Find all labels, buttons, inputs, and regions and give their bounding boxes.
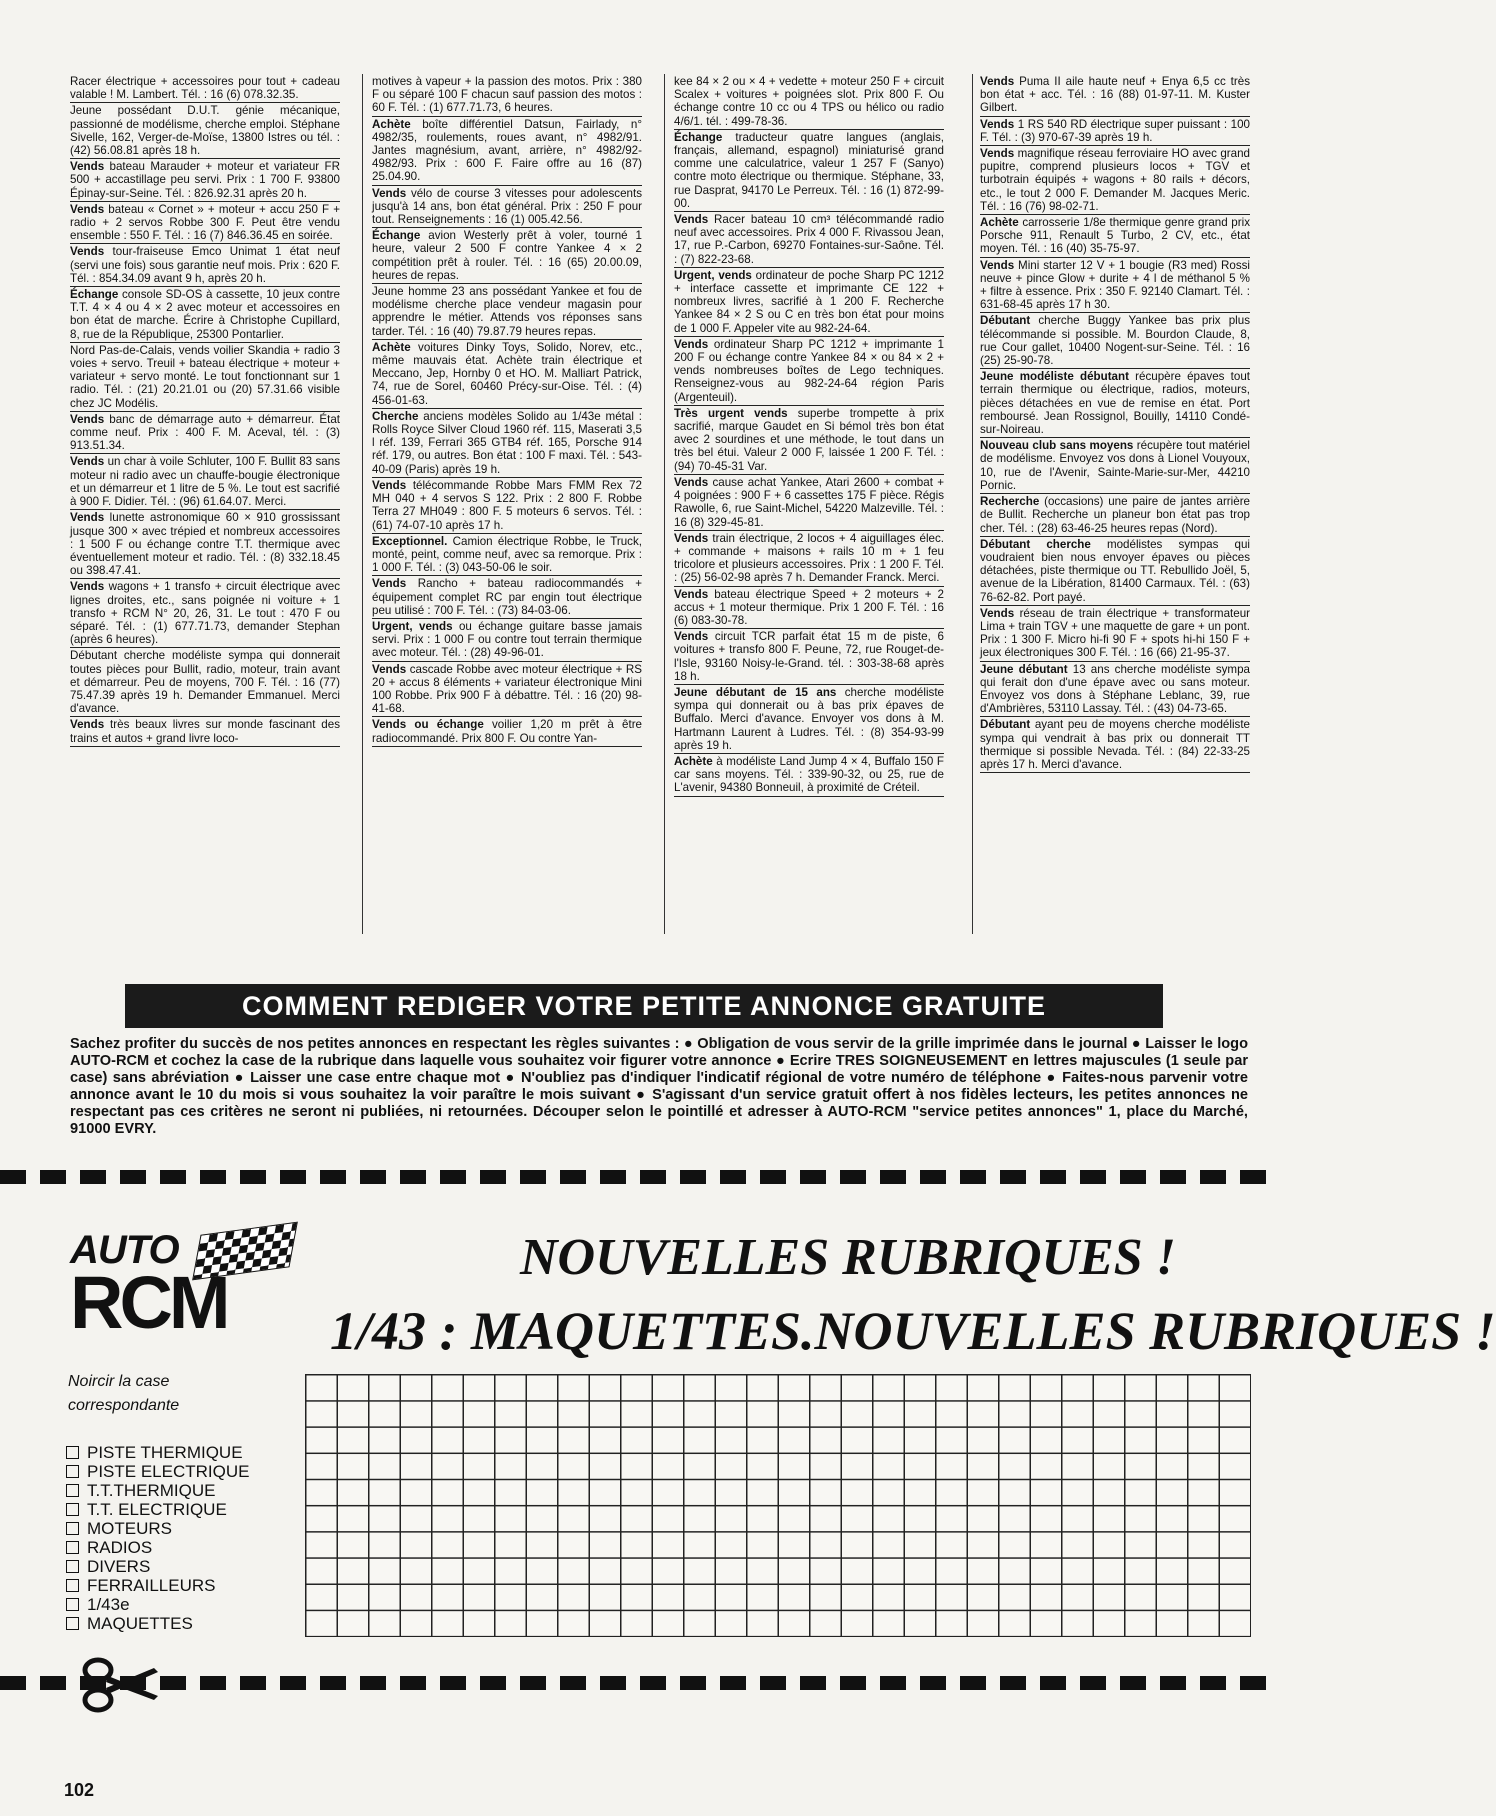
ad-text: cause achat Yankee, Atari 2600 + combat + 4 poignées : 900 F + 6 cassettes 175 F pièce. Régis Rawolle, 6, rue Saint-Michel, 54220 Malzeville. Tél. : 16 (8) 329-45-81. — [674, 475, 944, 529]
category-option[interactable] — [66, 1614, 249, 1633]
classified-ad — [980, 146, 1250, 215]
ad-keyword: Jeune modéliste débutant — [980, 370, 1129, 384]
classified-ad — [70, 159, 340, 202]
classified-ad — [980, 313, 1250, 369]
ad-text: lunette astronomique 60 × 910 grossissant jusque 300 × avec trépied et nombreux accessoires : 1 500 F ou échange contre T.T. thermique avec éventuellement moteur et radio. Tél. : (8) 332.18.45 ou 398.47.41. — [70, 511, 340, 578]
classified-ad — [674, 475, 944, 531]
ad-keyword: Échange — [674, 130, 723, 144]
logo-rcm-text: RCM — [70, 1261, 227, 1344]
checkbox[interactable] — [66, 1465, 79, 1478]
ad-text: à modéliste Land Jump 4 × 4, Buffalo 150 F car sans moyens. Tél. : 339-90-32, ou 25, rue de L'avenir, 94380 Bonneuil, à proximité de Créteil. — [674, 754, 944, 795]
ad-text: modélistes sympas qui voudraient bien nous envoyer épaves ou pièces détachées, piste thermique ou TT. Rebullido Joël, 5, avenue de la Libération, 81400 Carmaux. Tél. : (63) 76-62-82. Port payé. — [980, 537, 1250, 604]
ad-keyword: Vends — [70, 580, 105, 594]
ad-text: boîte différentiel Datsun, Fairlady, n° 4982/35, roulements, roues avant, n° 4982/91. Jantes magnésium, avant, arrière, n° 4982/92-4982/93. Prix : 600 F. Faire offre au 16 (87) 25.04.90. — [372, 117, 642, 184]
ad-text: un char à voile Schluter, 100 F. Bullit 83 sans moteur ni radio avec un chauffe-bougie électronique et un démarreur et 1 litre de 5 %. Le tout est sacrifié à 900 F. Didier. Tél. : (96) 61.64.07. Merci. — [70, 455, 340, 509]
classified-ad — [674, 531, 944, 587]
classified-ad — [674, 629, 944, 685]
ad-text: avion Westerly prêt à voler, tourné 1 heure, valeur 2 500 F contre Yankee 4 × 2 compétition prêt à rouler. Tél. : 16 (65) 20.00.09, heures de repas. — [372, 229, 642, 282]
ad-text: très beaux livres sur monde fascinant des trains et autos + grand livre loco- — [70, 718, 340, 745]
page-number: 102 — [64, 1780, 95, 1800]
checkbox[interactable] — [66, 1446, 79, 1459]
ad-keyword: Vends — [372, 186, 407, 200]
ad-keyword: Achète — [372, 340, 411, 354]
column-divider — [362, 74, 363, 934]
ad-keyword: Vends — [70, 455, 105, 469]
category-option[interactable] — [66, 1576, 249, 1595]
ad-keyword: Échange — [372, 229, 421, 243]
classified-ad — [674, 212, 944, 268]
classified-column-4 — [980, 74, 1250, 934]
checkbox[interactable] — [66, 1522, 79, 1535]
ad-text: cascade Robbe avec moteur électrique + RS 20 + accus 8 éléments + variateur électronique Mini 100 Robbe. Prix 900 F à débattre. Tél. : 16 (20) 98-41-68. — [372, 662, 642, 716]
classified-ad — [70, 412, 340, 455]
ad-text: cherche modéliste sympa qui donnerait ou à bas prix épaves de Buffalo. Merci d'avance. Envoyer vos dons à M. Hartmann Laurent à Ludres. Tél. : (8) 354-93-99 après 19 h. — [674, 685, 944, 752]
ad-text: Racer bateau 10 cm³ télécommandé radio neuf avec accessoires. Prix 4 000 F. Rivassou Jean, 17, rue P.-Carbon, 69270 Fontaines-sur-Saône. Tél. : (7) 822-23-68. — [674, 213, 944, 266]
category-label: 1/43e — [87, 1595, 130, 1614]
category-option[interactable] — [66, 1481, 249, 1500]
ad-keyword: Vends — [70, 160, 105, 174]
category-label: DIVERS — [87, 1557, 151, 1576]
ad-text: récupère tout matériel de modélisme. Envoyez vos dons à Lionel Vouyoux, 10, rue de l'Avenir, Sainte-Marie-sur-Mer, 44210 Pornic. — [980, 439, 1251, 492]
classified-ad — [372, 619, 642, 662]
classified-ad — [674, 130, 944, 212]
ad-text: wagons + 1 transfo + circuit électrique avec lignes droites, etc., sans poignée ni voiture + 1 transfo + RCM N° 20, 26, 31. Le tout : 470 F ou séparé. Tél. : (1) 677.71.73, demander Stephan (après 6 heures). — [70, 580, 340, 647]
ad-text: Jeune homme 23 ans possédant Yankee et fou de modélisme cherche place vendeur magasin pour apprendre le métier. Attends vos réponses sans tarder. Tél. : 16 (40) 79.87.79 heures repas. — [372, 285, 642, 338]
ad-text: Jeune possédant D.U.T. génie mécanique, passionné de modélisme, cherche emploi. Stéphane Sivelle, 162, Verger-de-Moïse, 13800 Istres ou tél. : (42) 56.08.81 après 18 h. — [70, 104, 340, 158]
ad-keyword: Vends — [980, 117, 1015, 131]
category-checklist — [66, 1443, 249, 1633]
category-option[interactable] — [66, 1557, 249, 1576]
classified-ad — [70, 103, 340, 159]
ad-keyword: Vends — [674, 630, 709, 644]
ad-text: voitures Dinky Toys, Solido, Norev, etc., même mauvais état. Achète train électrique et Meccano, Jep, Hornby 0 et HO. M. Malliart Patrick, 74, rue de Sorel, 60460 Précy-sur-Oise. Tél. : (4) 456-01-63. — [372, 340, 642, 407]
category-label: PISTE ELECTRIQUE — [87, 1462, 250, 1481]
ad-keyword: Vends — [70, 202, 105, 216]
ad-keyword: Achète — [980, 216, 1019, 230]
ad-keyword: Nouveau club sans moyens — [980, 439, 1134, 453]
classified-ad — [372, 117, 642, 186]
ad-text: traducteur quatre langues (anglais, français, allemand, espagnol) miniaturisé grand comme une calculatrice, valeur 1 257 F (Sanyo) contre moto électrique ou thermique. Stéphane, 33, rue Dasprat, 94170 Le Perreux. Tél. : 16 (1) 872-99-00. — [674, 130, 944, 210]
classified-column-3 — [674, 74, 944, 934]
ad-text: train électrique, 2 locos + 4 aiguillages élec. + commande + maisons + rails 10 m + 1 feu tricolore et plusieurs accessoires. Prix : 1 200 F. Tél. : (25) 56-02-98 après 7 h. Demander Franck. Merci. — [674, 531, 944, 585]
category-option[interactable] — [66, 1462, 249, 1481]
classified-ad — [980, 369, 1250, 438]
ad-text: 13 ans cherche modéliste sympa qui ferait don d'une épave avec ou sans moteur. Envoyez vos dons à Stéphane Leblanc, 39, rue d'Ambrières, 53110 Lassay. Tél. : (43) 04-73-65. — [980, 662, 1250, 716]
submission-rules: Sachez profiter du succès de nos petites annonces en respectant les règles suivantes : ● Obligation de vous servir de la grille imprimée dans le journal ● Laisser le logo AUTO-RCM et cochez la case de la rubrique dans laquelle vous souhaitez voir figurer votre annonce ● Ecrire TRES SOIGNEUSEMENT en lettres majuscules (1 seule par case) sans abréviation ● Laisser une case entre chaque mot ● N'oubliez pas d'indiquer l'indicatif régional de votre numéro de téléphone ● Faites-nous parvenir votre annonce avant le 10 du mois si vous souhaitez la voir paraître le mois suivant ● S'agissant d'un service gratuit offert à nos fidèles lecteurs, les petites annonces ne respectant pas ces critères ne seront ni publiées, ni retournées. Découper selon le pointillé et adresser à AUTO-RCM "service petites annonces" 1, place du Marché, 91000 EVRY. — [70, 1036, 1248, 1137]
ad-text: motives à vapeur + la passion des motos. Prix : 380 F ou séparé 100 F chacun sauf passion des motos : 60 F. Tél. : (1) 677.71.73, 6 heures. — [372, 75, 642, 115]
ad-text: vélo de course 3 vitesses pour adolescents jusqu'à 14 ans, bon état général. Prix : 250 F pour tout. Renseignements : 16 (1) 005.42.56. — [372, 186, 642, 227]
classified-ad — [372, 74, 642, 117]
ad-text: ayant peu de moyens cherche modéliste sympa qui vendrait à bas prix ou donnerait TT thermique si possible Nevada. Tél. : (84) 22-33-25 après 17 h. Merci d'avance. — [980, 718, 1250, 771]
cut-line-bottom — [0, 1676, 1280, 1690]
auto-rcm-logo — [70, 1228, 310, 1344]
ad-keyword: Vends — [70, 511, 105, 525]
classified-ad — [372, 228, 642, 284]
category-label: T.T. ELECTRIQUE — [87, 1500, 227, 1519]
classified-ad — [372, 409, 642, 478]
checkbox[interactable] — [66, 1503, 79, 1516]
checkbox[interactable] — [66, 1617, 79, 1630]
classified-ad — [980, 494, 1250, 537]
headline-scale-models: 1/43 : MAQUETTES.NOUVELLES RUBRIQUES ! — [330, 1301, 1496, 1361]
ad-keyword: Achète — [674, 754, 713, 768]
category-label: PISTE THERMIQUE — [87, 1443, 243, 1462]
ad-keyword: Vends ou échange — [372, 718, 484, 732]
ad-keyword: Recherche — [980, 495, 1040, 509]
ad-text: Nord Pas-de-Calais, vends voilier Skandia + radio 3 voies + servo. Treuil + bateau électrique + moteur + variateur + servo monté. Le tout fonctionnant sur 1 radio. Tél. : (21) 20.21.01 ou (20) 57.31.66 visible chez JC Modélis. — [70, 343, 340, 410]
ad-text: Camion électrique Robbe, le Truck, monté, peint, comme neuf, avec sa remorque. Prix : 1 000 F. Tél. : (3) 043-50-06 le soir. — [372, 534, 642, 575]
column-divider — [972, 74, 973, 934]
ad-text: circuit TCR parfait état 15 m de piste, 6 voitures + transfo 800 F. Peune, 72, rue Rouget-de-l'Isle, 93160 Noisy-le-Grand. tél. : 303-38-68 après 18 h. — [674, 630, 944, 683]
checkbox[interactable] — [66, 1598, 79, 1611]
ad-text: magnifique réseau ferroviaire HO avec grand pupitre, comprend plusieurs locos + TGV et turbotrain équipés + wagons + 80 rails + décors, etc., le tout 2 000 F. Demander M. Jacques Meric. Tél. : 16 (76) 98-02-71. — [980, 147, 1250, 213]
checkbox[interactable] — [66, 1484, 79, 1497]
ad-keyword: Vends — [372, 577, 407, 591]
classified-ad — [70, 510, 340, 579]
ad-text: récupère épaves tout terrain thermique ou électrique, radios, moteurs, pièces détachées en vue de remise en état. Port remboursé. Jean Rossignol, Bouilly, 14110 Condé-sur-Noireau. — [980, 370, 1250, 437]
ad-keyword: Vends — [674, 213, 709, 227]
ad-text: carrosserie 1/8e thermique genre grand prix Porsche 911, Renault 5 Turbo, 2 CV, etc., état moyen. Tél. : 16 (40) 35-75-97. — [980, 216, 1250, 256]
ad-keyword: Achète — [372, 117, 411, 131]
classified-ad — [980, 606, 1250, 662]
ad-keyword: Vends — [70, 245, 105, 259]
classified-ad — [980, 258, 1250, 314]
classified-ad — [372, 478, 642, 534]
classified-ad — [980, 717, 1250, 773]
ad-text: Rancho + bateau radiocommandés + équipement complet RC par engin tout électrique peu utilisé : 700 F. Tél. : (73) 84-03-06. — [372, 577, 642, 617]
ad-text: bateau « Cornet » + moteur + accu 250 F + radio + 2 servos Robbe 300 F. Peut être vendu ensemble : 550 F. Tél. : 16 (7) 846.36.45 en soirée. — [70, 202, 340, 243]
classified-ad — [372, 662, 642, 718]
classified-ad — [674, 754, 944, 797]
ad-keyword: Vends — [372, 478, 407, 492]
checkbox[interactable] — [66, 1541, 79, 1554]
ad-keyword: Débutant — [980, 718, 1031, 732]
classified-ad — [980, 215, 1250, 258]
classified-ad — [980, 537, 1250, 606]
ad-text: Racer électrique + accessoires pour tout + cadeau valable ! M. Lambert. Tél. : 16 (6) 078.32.35. — [70, 75, 340, 102]
ad-keyword: Vends — [980, 258, 1015, 272]
ad-text: bateau Marauder + moteur et variateur FR 500 + accastillage peu servi. Prix : 1 700 F. 93800 Épinay-sur-Seine. Tél. : 826.92.31 après 20 h. — [70, 160, 340, 200]
category-option[interactable] — [66, 1500, 249, 1519]
category-label: MOTEURS — [87, 1519, 172, 1538]
ad-text: ordinateur Sharp PC 1212 + imprimante 1 200 F ou échange contre Yankee 84 × ou 84 × 2 + vends nombreuses boîtes de Lego techniques. Renseignez-vous au 982-24-64 région Paris (Argenteuil). — [674, 337, 944, 404]
category-option[interactable] — [66, 1538, 249, 1557]
classified-ad — [70, 717, 340, 746]
column-divider — [664, 74, 665, 934]
classified-ad — [70, 202, 340, 245]
cut-line-top — [0, 1170, 1280, 1184]
ad-text: voilier 1,20 m prêt à être radiocommandé. Prix 800 F. Ou contre Yan- — [372, 718, 643, 745]
ad-keyword: Exceptionnel. — [372, 534, 448, 548]
classified-ad — [980, 117, 1250, 146]
classified-ad — [70, 287, 340, 343]
ad-keyword: Jeune débutant — [980, 662, 1068, 676]
classified-ad — [980, 438, 1250, 494]
ad-keyword: Vends — [674, 337, 709, 351]
classified-ad — [674, 337, 944, 406]
classified-column-1 — [70, 74, 340, 934]
classified-ad — [70, 579, 340, 648]
classified-ad — [70, 343, 340, 412]
classified-column-2 — [372, 74, 642, 934]
category-label: RADIOS — [87, 1538, 153, 1557]
classified-ad — [70, 648, 340, 717]
ad-keyword: Échange — [70, 288, 119, 302]
classified-ad — [674, 74, 944, 130]
instruction-text: Noircir la case correspondante — [68, 1373, 180, 1414]
category-option[interactable] — [66, 1519, 249, 1538]
ad-text: kee 84 × 2 ou × 4 + vedette + moteur 250 F + circuit Scalex + voitures + poignées slot. Prix 800 F. Ou échange contre 10 cc ou 4 TPS ou hélico ou radio 4/6/1. tél. : 499-78-36. — [674, 75, 944, 128]
ad-keyword: Vends — [980, 147, 1015, 161]
instructions-banner: COMMENT REDIGER VOTRE PETITE ANNONCE GRATUITE — [125, 984, 1163, 1028]
ad-keyword: Vends — [70, 412, 105, 426]
ad-text: anciens modèles Solido au 1/43e métal : Rolls Royce Silver Cloud 1960 réf. 115, Maserati 3,5 l réf. 139, Ferrari 365 GTB4 réf. 165, Porsche 914 réf. 179, ou autres. Bon état : 100 F maxi. Tél. : 543-40-09 (Paris) après 19 h. — [372, 409, 642, 476]
classified-ad — [674, 406, 944, 475]
ad-keyword: Débutant — [980, 314, 1031, 328]
classified-ad — [372, 534, 642, 577]
ad-text: superbe trompette à prix sacrifié, marque Gaudet en Si bémol très bon état avec 2 sourdines et une méthode, le tout dans un très bel étui. Valeur 2 000 F, laissée 1 200 F. Tél. : (94) 70-45-31 Var. — [674, 406, 944, 473]
ad-keyword: Vends — [674, 587, 709, 601]
category-option[interactable] — [66, 1595, 249, 1614]
ad-text: 1 RS 540 RD électrique super puissant : 100 F. Tél. : (3) 970-67-39 après 19 h. — [980, 117, 1250, 144]
ad-text: (occasions) une paire de jantes arrière de Bullit. Recherche un planeur bon état pas trop cher. Tél. : (28) 63-46-25 heures repas (Nord). — [980, 495, 1250, 535]
classified-ad — [70, 244, 340, 287]
ad-keyword: Urgent, vends — [674, 268, 752, 282]
classified-ad — [372, 186, 642, 229]
ad-keyword: Très urgent vends — [674, 406, 788, 420]
ad-text: réseau de train électrique + transformateur Lima + train TGV + une maquette de gare + un pont. Prix : 1 300 F. Micro hi-fi 90 F + spots hi-hi 150 F + jeux électroniques 300 F. Tél. : 16 (66) 21-95-37. — [980, 606, 1250, 660]
logo-auto-text: AUTO — [70, 1228, 179, 1272]
classified-ad — [674, 685, 944, 754]
ad-text: ou échange guitare basse jamais servi. Prix : 1 000 F ou contre tout terrain thermique avec moteur. Tél. : (28) 49-96-01. — [372, 619, 642, 660]
ad-keyword: Débutant cherche — [980, 537, 1091, 551]
ad-keyword: Vends — [980, 75, 1015, 88]
classified-ad — [70, 74, 340, 103]
ad-keyword: Jeune débutant de 15 ans — [674, 685, 837, 699]
ad-keyword: Vends — [70, 718, 105, 732]
category-label: T.T.THERMIQUE — [87, 1481, 216, 1500]
classified-ad — [372, 576, 642, 619]
ad-keyword: Vends — [674, 531, 709, 545]
ad-text: Puma II aile haute neuf + Enya 6,5 cc très bon état + acc. Tél. : 16 (88) 01-97-11. M. Kuster Gilbert. — [980, 75, 1250, 115]
checkbox[interactable] — [66, 1579, 79, 1592]
headline-new-sections: NOUVELLES RUBRIQUES ! — [520, 1229, 1176, 1286]
ad-text: ordinateur de poche Sharp PC 1212 + interface cassette et imprimante CE 122 + nombreux livres, sacrifié à 1 200 F. Recherche Yankee 84 × 2 S ou C en très bon état pour moins de 1 000 F. Appeler vite au 982-24-64. — [674, 268, 944, 335]
ad-text: Débutant cherche modéliste sympa qui donnerait toutes pièces pour Bullit, radio, moteur, train avant et démarreur. Peu de moyens, 700 F. Tél. : 16 (77) 75.47.39 après 19 h. Demander Emmanuel. Merci d'avance. — [70, 649, 340, 716]
category-label: MAQUETTES — [87, 1614, 193, 1633]
ad-keyword: Vends — [980, 606, 1015, 620]
ad-keyword: Cherche — [372, 409, 419, 423]
ad-text: tour-fraiseuse Emco Unimat 1 état neuf (servi une fois) sous garantie neuf mois. Prix : 620 F. Tél. : 854.34.09 avant 9 h, après 20 h. — [70, 245, 340, 285]
ad-text: Mini starter 12 V + 1 bougie (R3 med) Rossi neuve + pince Glow + durite + 4 l de méthanol 5 % + filtre à essence. Prix : 350 F. 92140 Clamart. Tél. : 631-68-45 après 17 h 30. — [980, 258, 1250, 312]
classified-ad — [372, 340, 642, 409]
classified-ad — [980, 662, 1250, 718]
classified-ad — [674, 268, 944, 337]
ad-writing-grid[interactable] — [305, 1374, 1251, 1637]
classified-ad — [674, 587, 944, 630]
category-option[interactable] — [66, 1443, 249, 1462]
ad-text: console SD-OS à cassette, 10 jeux contre T.T. 4 × 4 ou 4 × 2 avec moteur et accessoires en bon état de marche. Écrire à Christophe Cupillard, 8, rue de la République, 25300 Pontarlier. — [70, 288, 340, 341]
ad-keyword: Vends — [372, 662, 407, 676]
ad-text: banc de démarrage auto + démarreur. État comme neuf. Prix : 400 F. M. Aceval, tél. : (3) 913.51.34. — [70, 412, 340, 453]
classified-columns — [70, 74, 1250, 934]
ad-text: télécommande Robbe Mars FMM Rex 72 MH 040 + 4 servos S 122. Prix : 2 800 F. Robbe Terra 27 MH049 : 800 F. 5 moteurs 6 servos. Tél. : (61) 74-07-10 après 17 h. — [372, 478, 642, 532]
ad-keyword: Vends — [674, 475, 709, 489]
classified-ad — [372, 717, 642, 746]
checkbox[interactable] — [66, 1560, 79, 1573]
category-label: FERRAILLEURS — [87, 1576, 216, 1595]
ad-text: bateau électrique Speed + 2 moteurs + 2 accus + 1 moteur thermique. Prix 1 200 F. Tél. : 16 (6) 083-30-78. — [674, 587, 944, 627]
ad-text: cherche Buggy Yankee bas prix plus télécommande si possible. M. Bourdon Claude, 8, rue Cour gallet, 10400 Nogent-sur-Seine. Tél. : 16 (25) 25-90-78. — [980, 314, 1250, 368]
classified-ad — [70, 454, 340, 510]
ad-keyword: Urgent, vends — [372, 619, 453, 633]
classified-ad — [980, 74, 1250, 117]
classified-ad — [372, 284, 642, 340]
